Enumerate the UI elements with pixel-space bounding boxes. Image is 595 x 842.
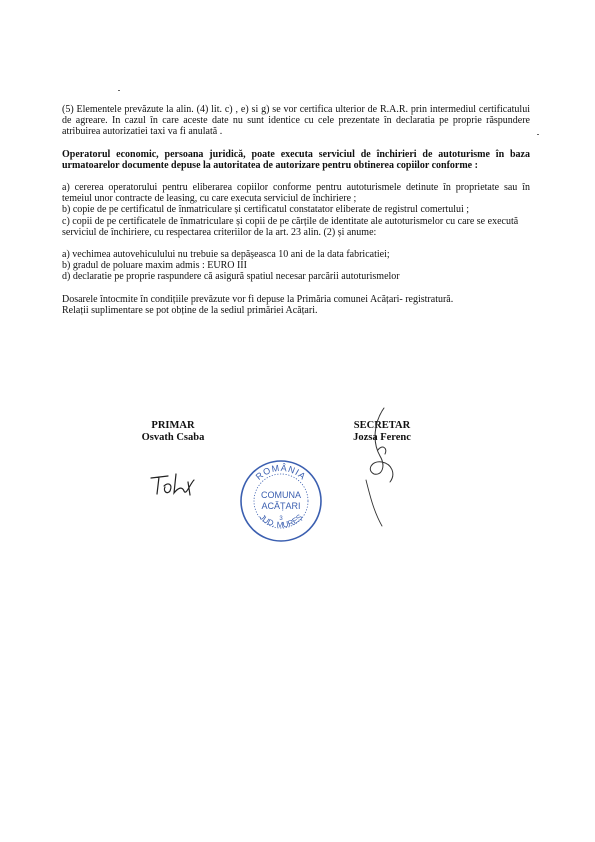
- mayor-title: PRIMAR: [151, 420, 195, 431]
- criterion-a: a) vechimea autovehiculului nu trebuie sa depășeasca 10 ani de la data fabricatiei;: [62, 249, 390, 261]
- document-item-a: a) cererea operatorului pentru eliberarea copiilor conforme pentru autoturismele detinute în proprietate sau în temeiul unor contracte de leasing, cu care executa serviciul de închiriere ;: [62, 182, 530, 205]
- stamp-line-2: ACĂȚARI: [261, 501, 301, 511]
- operator-requirements-heading: Operatorul economic, persoana juridică, poate executa serviciul de închirieri de autoturisme în baza urmatoarelor documente depuse la autoritatea de autorizare pentru obtinerea copiilor conforme :: [62, 148, 530, 171]
- criterion-b: b) gradul de poluare maxim admis : EURO III: [62, 260, 247, 272]
- scan-speck: [537, 134, 539, 135]
- official-stamp: [238, 458, 324, 544]
- mayor-handwritten-signature: [148, 470, 198, 500]
- scan-speck: [118, 90, 120, 91]
- stamp-number: 3: [279, 516, 283, 522]
- document-item-b: b) copie de pe certificatul de înmatriculare și certificatul constatator eliberate de registrul comertului ;: [62, 204, 470, 216]
- stamp-county: JUD. MUREȘ: [257, 512, 305, 530]
- stamp-country: ROMÂNIA: [253, 462, 309, 482]
- paragraph-5: (5) Elementele prevăzute la alin. (4) lit. c) , e) si g) se vor certifica ulterior de R.A.R. prin intermediul certificatului de agreare. In cazul în care aceste date nu sunt identice cu cele prezentate în declaratia pe proprie răspundere atribuirea autorizatiei taxi va fi anulată .: [62, 104, 530, 138]
- secretary-handwritten-signature: [352, 404, 412, 529]
- body-text: [62, 104, 530, 316]
- closing-contact: Relații suplimentare se pot obține de la sediul primăriei Acățari.: [62, 304, 318, 316]
- mayor-name: Osvath Csaba: [141, 432, 205, 443]
- criterion-d: d) declaratie pe proprie raspundere că asigură spatiul necesar parcării autoturismelor: [62, 271, 400, 283]
- closing-submission: Dosarele întocmite în condițiile prevăzute vor fi depuse la Primăria comunei Acățari- registratură.: [62, 293, 454, 305]
- document-item-c: c) copii de pe certificatele de înmatriculare și copii de pe cărțile de identitate ale autoturismelor cu care se execută serviciul de închiriere, cu respectarea criteriilor de la art. 23 alin. (2) și anume:: [62, 215, 519, 238]
- stamp-line-1: COMUNA: [261, 490, 301, 500]
- mayor-signature-block: [118, 420, 228, 444]
- secretary-name: Jozsa Ferenc: [353, 432, 411, 443]
- secretary-title: SECRETAR: [353, 420, 411, 431]
